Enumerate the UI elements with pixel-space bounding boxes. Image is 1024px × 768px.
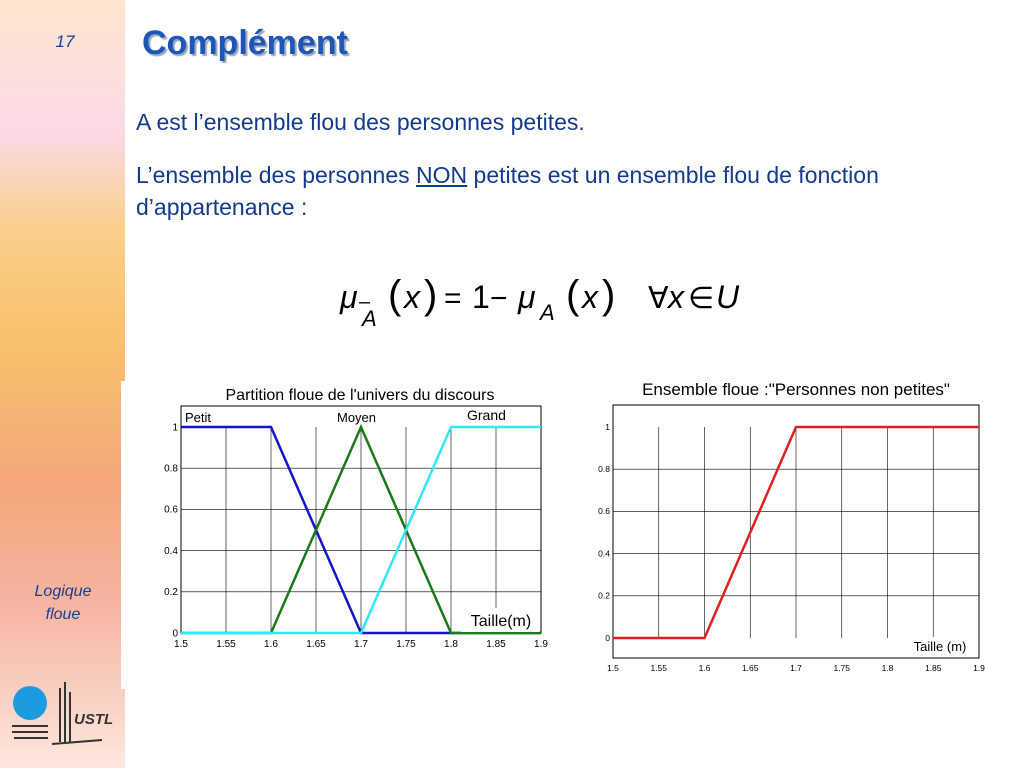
x-tick-label: 1.85	[924, 663, 942, 673]
formula-one: 1	[472, 279, 490, 315]
x-tick-label: 1.9	[973, 663, 985, 673]
formula-in: ∈	[688, 282, 715, 315]
formula-x-2: x	[582, 279, 598, 315]
x-tick-label: 1.65	[306, 639, 326, 650]
footer-label-line1: Logique	[34, 583, 92, 600]
x-tick-label: 1.75	[833, 663, 851, 673]
formula-rparen-2: )	[602, 273, 616, 317]
complement-formula	[330, 262, 770, 342]
formula-equals: =	[444, 282, 462, 315]
formula-x-3: x	[668, 279, 684, 315]
y-tick-label: 0.2	[164, 587, 178, 599]
x-tick-label: 1.55	[216, 639, 236, 650]
formula-lparen-1: (	[388, 273, 402, 317]
formula-forall: ∀	[648, 282, 669, 315]
x-tick-label: 1.55	[650, 663, 668, 673]
y-tick-label: 0.2	[598, 590, 610, 601]
formula-x-1: x	[404, 279, 420, 315]
formula-mu-1: μ	[340, 279, 358, 315]
paragraph-2	[136, 159, 996, 223]
x-tick-label: 1.6	[698, 663, 711, 673]
fuzzy-partition-chart	[121, 381, 551, 689]
x-axis-label: Taille (m)	[913, 639, 967, 654]
y-tick-label: 0.4	[598, 548, 610, 559]
x-tick-label: 1.8	[881, 663, 894, 673]
annotation-grand: Grand	[467, 407, 506, 423]
formula-bar: –	[359, 291, 371, 313]
chart-title: Ensemble floue :"Personnes non petites"	[642, 380, 950, 399]
page-number: 17	[55, 32, 75, 51]
formula-A-2: A	[540, 300, 555, 325]
annotation-petit: Petit	[185, 410, 212, 425]
formula-lparen-2: (	[566, 273, 580, 317]
x-tick-label: 1.65	[741, 663, 759, 673]
x-tick-label: 1.8	[444, 639, 458, 650]
formula-minus: −	[490, 282, 508, 315]
y-tick-label: 0.4	[164, 545, 178, 557]
x-tick-label: 1.7	[354, 639, 368, 650]
x-tick-label: 1.6	[264, 639, 278, 650]
slide-title: Complément	[142, 24, 348, 62]
logo-circle	[13, 686, 47, 720]
chart-title: Partition floue de l'univers du discours	[225, 387, 495, 404]
formula-mu-2: μ	[518, 279, 536, 315]
x-tick-label: 1.5	[607, 663, 619, 673]
chart-background	[590, 378, 1000, 678]
non-petites-chart	[590, 378, 1000, 678]
ustl-logo	[8, 680, 120, 750]
y-tick-label: 0.6	[164, 504, 178, 516]
x-tick-label: 1.75	[396, 639, 416, 650]
x-tick-label: 1.9	[534, 639, 548, 650]
formula-U: U	[716, 279, 740, 315]
x-tick-label: 1.7	[790, 663, 802, 673]
paragraph-2-emphasis: NON	[416, 162, 468, 188]
y-tick-label: 0	[605, 632, 610, 643]
annotation-moyen: Moyen	[337, 410, 377, 425]
formula-A-1: A	[362, 306, 377, 331]
y-tick-label: 0.6	[598, 506, 610, 517]
paragraph-1: A est l’ensemble flou des personnes petites.	[136, 109, 585, 135]
paragraph-2-before: L’ensemble des personnes	[136, 162, 417, 188]
y-tick-label: 0	[172, 628, 178, 640]
x-axis-label: Taille(m)	[470, 613, 532, 630]
y-tick-label: 0.8	[164, 463, 178, 475]
x-tick-label: 1.85	[486, 639, 506, 650]
footer-label-line2: floue	[45, 606, 81, 623]
y-tick-label: 1	[605, 421, 610, 432]
y-tick-label: 0.8	[598, 464, 610, 475]
y-tick-label: 1	[172, 422, 178, 434]
paragraph-2-after: petites est un ensemble flou de fonction d’appartenance :	[136, 162, 879, 220]
sidebar-band	[0, 0, 125, 768]
formula-rparen-1: )	[424, 273, 438, 317]
logo-text: USTL	[74, 711, 114, 728]
x-tick-label: 1.5	[174, 639, 188, 650]
footer-label	[10, 580, 116, 626]
